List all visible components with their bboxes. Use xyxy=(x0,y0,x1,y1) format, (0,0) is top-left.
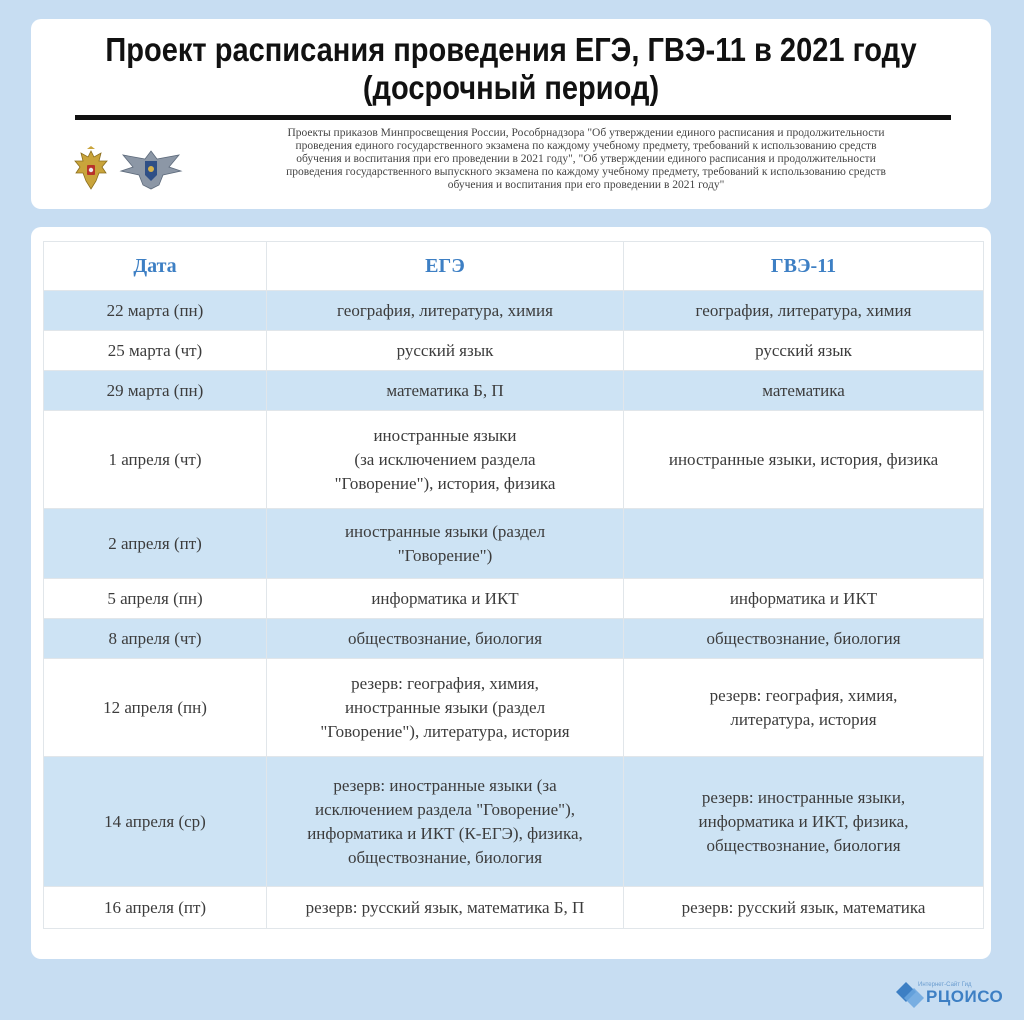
table-row xyxy=(44,411,984,509)
cell-line: "Говорение"), литература, история xyxy=(320,721,570,741)
cell-line: "Говорение") xyxy=(397,545,493,565)
schedule-card xyxy=(31,227,991,959)
cell-line: резерв: иностранные языки (за xyxy=(333,775,557,795)
cell-line: информатика и ИКТ xyxy=(371,588,519,608)
cell-line: русский язык xyxy=(396,340,494,360)
cell-line: резерв: иностранные языки, xyxy=(701,787,906,807)
ege-cell xyxy=(267,619,624,659)
subtitle-line-1: Проекты приказов Минпросвещения России, Рособрнадзора "Об утверждении единого расписания и продолжительности xyxy=(287,127,885,139)
date-cell: 14 апреля (ср) xyxy=(44,757,267,887)
cell-line: литература, история xyxy=(730,709,877,729)
gve-cell xyxy=(624,659,984,757)
gve-cell xyxy=(624,757,984,887)
schedule-table xyxy=(43,241,984,929)
cell-line: резерв: география, химия, xyxy=(351,673,539,693)
subtitle-line-4: проведения государственного выпускного экзамена по каждому учебному предмету, требований к использованию средств xyxy=(286,166,886,178)
subtitle-line-5: обучения и воспитания при его проведении в 2021 году" xyxy=(447,179,725,191)
cell-line: география, литература, химия xyxy=(695,300,912,320)
table-header-row xyxy=(44,242,984,291)
cell-line: резерв: русский язык, математика Б, П xyxy=(305,897,585,917)
header-card xyxy=(31,19,991,209)
ege-cell xyxy=(267,371,624,411)
rosobrnadzor-emblem-icon xyxy=(119,145,183,191)
table-row xyxy=(44,331,984,371)
table-row xyxy=(44,757,984,887)
gve-cell xyxy=(624,291,984,331)
cell-line: информатика и ИКТ xyxy=(729,588,878,608)
cell-line: математика Б, П xyxy=(386,380,504,400)
cell-line: резерв: география, химия, xyxy=(709,685,898,705)
cell-line: (за исключением раздела xyxy=(354,449,536,469)
cell-line: "Говорение"), история, физика xyxy=(334,473,556,493)
cell-line: иностранные языки xyxy=(373,425,517,445)
cell-line: информатика и ИКТ, физика, xyxy=(698,811,909,831)
date-cell: 16 апреля (пт) xyxy=(44,887,267,929)
table-row xyxy=(44,509,984,579)
cell-line: иностранные языки, история, физика xyxy=(668,449,939,469)
gve-cell xyxy=(624,619,984,659)
column-header-gve: ГВЭ-11 xyxy=(624,242,984,291)
cell-line: математика xyxy=(762,380,845,400)
cell-line: резерв: русский язык, математика xyxy=(681,897,926,917)
cell-line: обществознание, биология xyxy=(347,847,543,867)
ege-cell xyxy=(267,331,624,371)
date-cell: 2 апреля (пт) xyxy=(44,509,267,579)
cell-line: иностранные языки (раздел xyxy=(344,521,546,541)
logo-wordmark: РЦОИСО xyxy=(926,987,1004,1006)
gve-cell xyxy=(624,331,984,371)
table-row xyxy=(44,887,984,929)
date-cell: 12 апреля (пн) xyxy=(44,659,267,757)
cell-line: информатика и ИКТ (К-ЕГЭ), физика, xyxy=(307,823,583,843)
date-cell: 1 апреля (чт) xyxy=(44,411,267,509)
gve-cell xyxy=(624,509,984,579)
ege-cell xyxy=(267,411,624,509)
ege-cell xyxy=(267,887,624,929)
gve-cell xyxy=(624,579,984,619)
column-header-ege: ЕГЭ xyxy=(267,242,624,291)
gve-cell xyxy=(624,887,984,929)
ege-cell xyxy=(267,579,624,619)
gve-cell xyxy=(624,371,984,411)
table-row xyxy=(44,291,984,331)
date-cell: 25 марта (чт) xyxy=(44,331,267,371)
cell-line: обществознание, биология xyxy=(706,628,901,648)
cell-line: исключением раздела "Говорение"), xyxy=(314,799,576,819)
subtitle-line-3: обучения и воспитания при его проведении в 2021 году", "Об утверждении единого расписания и продолжительности xyxy=(296,153,876,165)
table-row xyxy=(44,371,984,411)
page-title xyxy=(89,31,934,107)
date-cell: 29 марта (пн) xyxy=(44,371,267,411)
column-header-date: Дата xyxy=(44,242,267,291)
table-row xyxy=(44,619,984,659)
subtitle xyxy=(196,127,976,192)
date-cell: 8 апреля (чт) xyxy=(44,619,267,659)
cell-line: русский язык xyxy=(755,340,852,360)
table-row xyxy=(44,579,984,619)
page-title-line-1: Проект расписания проведения ЕГЭ, ГВЭ-11 в 2021 году xyxy=(105,31,917,68)
table-row xyxy=(44,659,984,757)
ege-cell xyxy=(267,291,624,331)
title-divider xyxy=(75,115,951,120)
gve-cell xyxy=(624,411,984,509)
page-title-line-2: (досрочный период) xyxy=(362,69,660,106)
cell-line: иностранные языки (раздел xyxy=(344,697,546,717)
logo-tagline: Интернет-Сайт Гид xyxy=(918,982,972,988)
ege-cell xyxy=(267,659,624,757)
ege-cell xyxy=(267,509,624,579)
cell-line: обществознание, биология xyxy=(706,835,901,855)
subtitle-line-2: проведения единого государственного экзамена по каждому учебному предмету, требований к использованию средств xyxy=(295,140,877,152)
date-cell: 22 марта (пн) xyxy=(44,291,267,331)
cell-line: обществознание, биология xyxy=(347,628,543,648)
date-cell: 5 апреля (пн) xyxy=(44,579,267,619)
cell-line: география, литература, химия xyxy=(337,300,553,320)
ege-cell xyxy=(267,757,624,887)
russian-eagle-emblem-icon xyxy=(71,145,111,195)
